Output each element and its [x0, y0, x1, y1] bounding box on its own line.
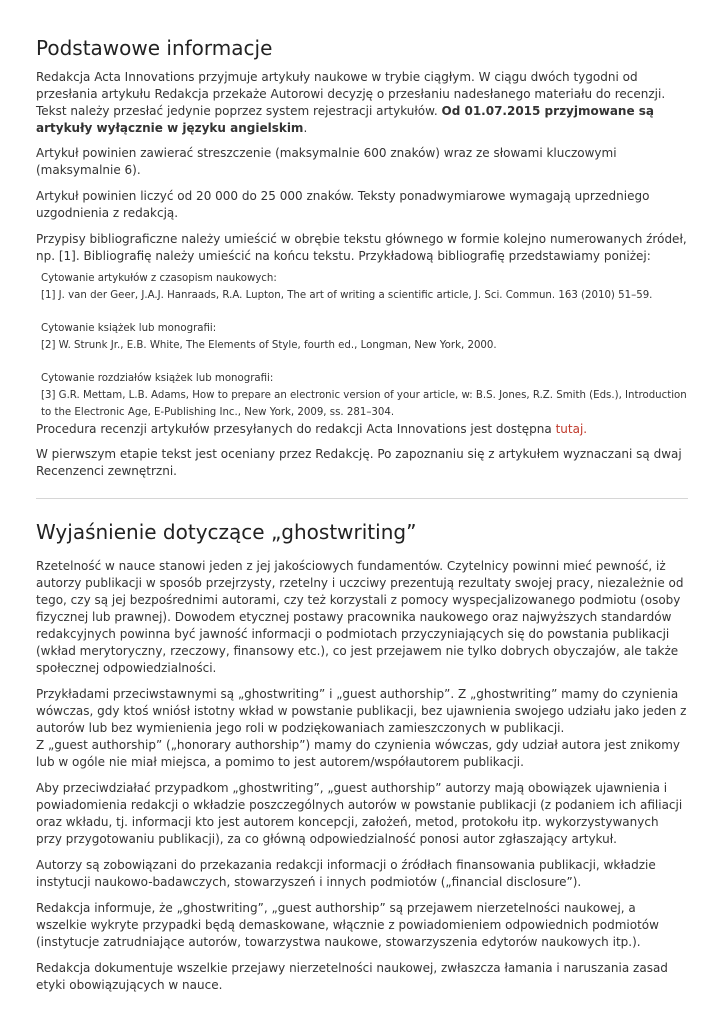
- bibliography-examples: [41, 270, 688, 421]
- paragraph-reviewers: W pierwszym etapie tekst jest oceniany przez Redakcję. Po zapoznaniu się z artykułem wyznaczani są dwaj Recenzenci zewnętrzni.: [36, 447, 682, 478]
- review-procedure-link[interactable]: tutaj.: [555, 422, 588, 436]
- ref-example: [2] W. Strunk Jr., E.B. White, The Elements of Style, fourth ed., Longman, New York, 2000.: [41, 340, 497, 351]
- paragraph-documentation: Redakcja dokumentuje wszelkie przejawy nierzetelności naukowej, zwłaszcza łamania i naruszania zasad etyki obowiązujących w nauce.: [36, 961, 668, 992]
- ref-example: [1] J. van der Geer, J.A.J. Hanraads, R.A. Lupton, The art of writing a scientific article, J. Sci. Commun. 163 (2010) 51–59.: [41, 290, 653, 301]
- ref-label: Cytowanie książek lub monografii:: [41, 323, 217, 334]
- ref-example: [3] G.R. Mettam, L.B. Adams, How to prepare an electronic version of your article, w: B.S. Jones, R.Z. Smith (Eds.), Introduction to the Electronic Age, E-Publishing Inc., New York, 2009, ss. 281–304.: [41, 390, 687, 418]
- paragraph-abstract: Artykuł powinien zawierać streszczenie (maksymalnie 600 znaków) wraz ze słowami kluczowymi (maksymalnie 6).: [36, 146, 617, 177]
- paragraph-prevention: Aby przeciwdziałać przypadkom „ghostwriting”, „guest authorship” autorzy mają obowiązek ujawnienia i powiadomienia redakcji o wkładzie poszczególnych autorów w powstanie publikacji (z podaniem ich afiliacji oraz wkładu, tj. informacji kto jest autorem koncepcji, założeń, metod, protokołu itp. wykorzystywanych przy przygotowaniu publikacji), za co główną odpowiedzialność ponosi autor zgłaszający artykuł.: [36, 781, 683, 846]
- paragraph-review-procedure: Procedura recenzji artykułów przesyłanych do redakcji Acta Innovations jest dostępna tutaj.: [36, 422, 588, 436]
- paragraph-examples: Przykładami przeciwstawnymi są „ghostwriting” i „guest authorship”. Z „ghostwriting” mamy do czynienia wówczas, gdy ktoś wniósł istotny wkład w powstanie publikacji, bez ujawnienia swojego udziału jako jeden z autorów lub bez wymienienia jego roli w podziękowaniach zamieszczonych w publikacji. Z „guest authorship” („honorary authorship”) mamy do czynienia wówczas, gdy udział autora jest znikomy lub w ogóle nie miał miejsca, a pomimo to jest autorem/współautorem publikacji.: [36, 687, 687, 769]
- paragraph-bibliography: Przypisy bibliograficzne należy umieścić w obrębie tekstu głównego w formie kolejno numerowanych źródeł, np. [1]. Bibliografię należy umieścić na końcu tekstu. Przykładową bibliografię przedstawiamy poniżej:: [36, 232, 687, 263]
- ref-label: Cytowanie artykułów z czasopism naukowych:: [41, 273, 277, 284]
- paragraph-length: Artykuł powinien liczyć od 20 000 do 25 000 znaków. Teksty ponadwymiarowe wymagają uprzedniego uzgodnienia z redakcją.: [36, 189, 650, 220]
- paragraph-financial-disclosure: Autorzy są zobowiązani do przekazania redakcji informacji o źródłach finansowania publikacji, wkładzie instytucji naukowo-badawczych, stowarzyszeń i innych podmiotów („financial disclosure”).: [36, 858, 656, 889]
- section-title-ghostwriting: Wyjaśnienie dotyczące „ghostwriting”: [36, 520, 417, 544]
- paragraph-misconduct: Redakcja informuje, że „ghostwriting”, „guest authorship” są przejawem nierzetelności naukowej, a wszelkie wykryte przypadki będą demaskowane, włącznie z powiadomieniem odpowiednich podmiotów (instytucje zatrudniające autorów, towarzystwa naukowe, stowarzyszenia edytorów naukowych itp.).: [36, 901, 659, 949]
- ref-label: Cytowanie rozdziałów książek lub monografii:: [41, 373, 274, 384]
- section-title-basic-info: Podstawowe informacje: [36, 36, 273, 60]
- paragraph-submission: Redakcja Acta Innovations przyjmuje artykuły naukowe w trybie ciągłym. W ciągu dwóch tygodni od przesłania artykułu Redakcja przekaże Autorowi decyzję o przesłaniu nadesłanego materiału do recenzji. Tekst należy przesłać jedynie poprzez system rejestracji artykułów. Od 01.07.2015 przyjmowane są artykuły wyłącznie w języku angielskim.: [36, 70, 666, 135]
- english-only-notice: Od 01.07.2015 przyjmowane są artykuły wyłącznie w języku angielskim: [36, 104, 655, 135]
- section-divider: [36, 498, 688, 499]
- document-content: [36, 0, 688, 994]
- paragraph-integrity: Rzetelność w nauce stanowi jeden z jej jakościowych fundamentów. Czytelnicy powinni mieć pewność, iż autorzy publikacji w sposób przejrzysty, rzetelny i uczciwy prezentują rezultaty swojej pracy, niezależnie od tego, czy są jej bezpośrednimi autorami, czy też korzystali z pomocy wyspecjalizowanego podmiotu (osoby fizycznej lub prawnej). Dowodem etycznej postawy pracownika naukowego oraz najwyższych standardów redakcyjnych powinna być jawność informacji o podmiotach przyczyniających się do powstania publikacji (wkład merytoryczny, rzeczowy, finansowy etc.), co jest przejawem nie tylko dobrych obyczajów, ale także społecznej odpowiedzialności.: [36, 559, 684, 675]
